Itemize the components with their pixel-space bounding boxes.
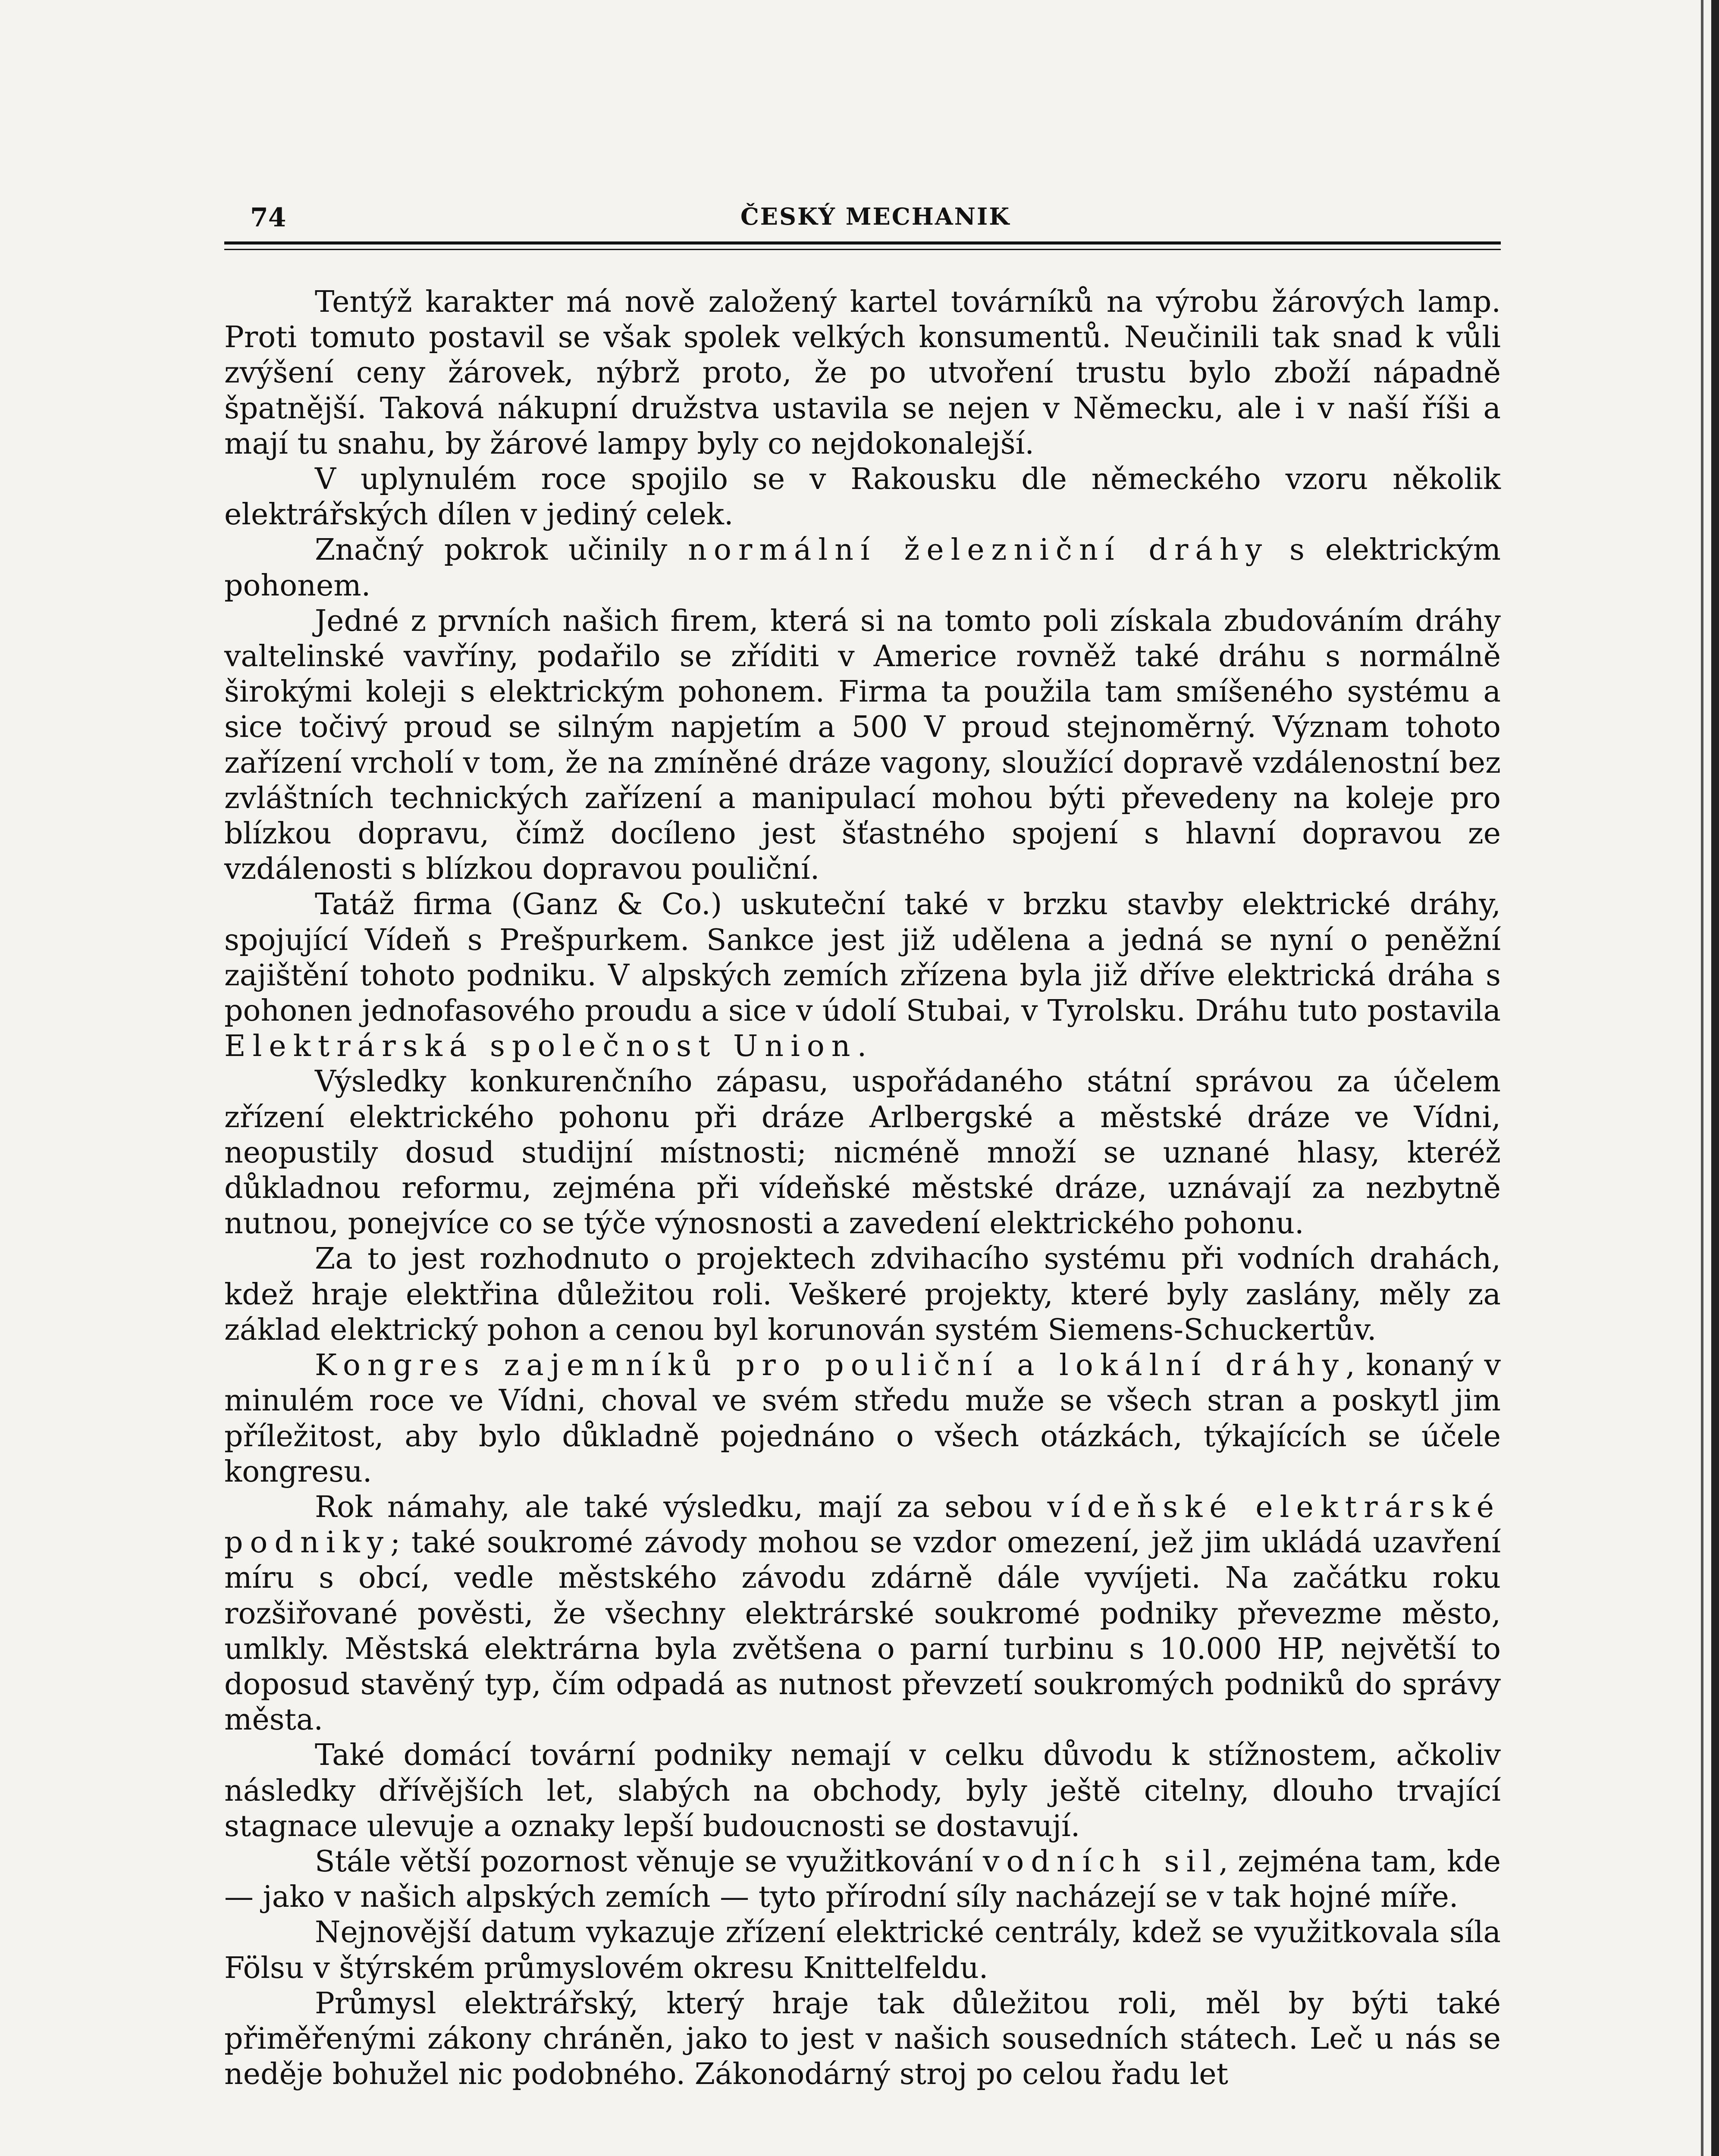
text-run: , zejména tam, kde — jako v našich alpských zemích — tyto přírodní síly nacházejí se v tak hojné míře. — [224, 1844, 1501, 1915]
running-head: ČESKÝ MECHANIK — [740, 203, 1011, 230]
scan-edge-shadow — [1701, 0, 1703, 2156]
text-run: Rok námahy, ale také výsledku, mají za sebou — [315, 1490, 1048, 1524]
text-run: Tentýž karakter má nově založený kartel továrníků na výrobu žárových lamp. Proti tomuto postavil se však spolek velkých konsumentů. Neučinili tak snad k vůli zvýšení ceny žárovek, nýbrž proto, že po utvoření trustu bylo zboží nápadně špatnější. Taková nákupní družstva ustavila se nejen v Německu, ale i v naší říši a mají tu snahu, by žárové lampy byly co nejdokonalejší. — [224, 285, 1501, 461]
body-text — [224, 285, 1501, 2092]
text-run: Výsledky konkurenčního zápasu, uspořádaného státní správou za účelem zřízení elektrického pohonu při dráze Arlbergské a městské dráze ve Vídni, neopustily dosud studijní místnosti; nicméně množí se uznané hlasy, kteréž důkladnou reformu, zejména při vídeňské městské dráze, uznávají za nezbytně nutnou, ponejvíce co se týče výnosnosti a zavedení elektrického pohonu. — [224, 1065, 1501, 1241]
paragraph — [224, 887, 1501, 1064]
text-run: Značný pokrok učinily — [315, 533, 688, 567]
spaced-emphasis: normální železniční dráhy — [688, 533, 1269, 567]
text-run: Jedné z prvních našich firem, která si na tomto poli získala zbudováním dráhy valtelinské vavříny, podařilo se zříditi v Americe rovněž také dráhu s normálně širokými koleji s elektrickým pohonem. Firma ta použila tam smíšeného systému a sice točivý proud se silným napjetím a 500 V proud stejnoměrný. Význam tohoto zařízení vrcholí v tom, že na zmíněné dráze vagony, sloužící dopravě vzdálenostní bez zvláštních technických zařízení a manipulací mohou býti převedeny na koleje pro blízkou dopravu, čímž docíleno jest šťastného spojení s hlavní dopravou ze vzdálenosti s blízkou dopravou pouliční. — [224, 604, 1501, 887]
paragraph — [224, 1738, 1501, 1844]
scan-edge — [1711, 0, 1719, 2156]
page-header — [250, 203, 1501, 233]
page — [224, 0, 1501, 2156]
text-run: , konaný v minulém roce ve Vídni, choval ve svém středu muže se všech stran a poskytl jim příležitost, aby bylo důkladně pojednáno o všech otázkách, týkajících se účele kongresu. — [224, 1348, 1501, 1489]
spaced-emphasis: vídeňské elektrárské podniky — [224, 1490, 1501, 1560]
paragraph — [224, 1064, 1501, 1241]
text-run: Tatáž firma (Ganz & Co.) uskuteční také v brzku stavby elektrické dráhy, spojující Vídeň s Prešpurkem. Sankce jest již udělena a jedná se nyní o peněžní zajištění tohoto podniku. V alpských zemích zřízena byla již dříve elektrická dráha s pohonen jednofasového proudu a sice v údolí Stubai, v Tyrolsku. Dráhu tuto postavila — [224, 887, 1501, 1028]
paragraph — [224, 1241, 1501, 1348]
paragraph — [224, 1490, 1501, 1738]
text-run: ; také soukromé závody mohou se vzdor omezení, jež jim ukládá uzavření míru s obcí, vedle městského závodu zdárně dále vyvíjeti. Na začátku roku rozšiřované pověsti, že všechny elektrárské soukromé podniky převezme město, umlkly. Městská elektrárna byla zvětšena o parní turbinu s 10.000 HP, největší to doposud stavěný typ, čím odpadá as nutnost převzetí soukromých podniků do správy města. — [224, 1526, 1501, 1737]
header-rule-thin — [224, 249, 1501, 250]
text-run: Stále větší pozornost věnuje se využitkování — [315, 1844, 983, 1879]
text-run: Také domácí tovární podniky nemají v celku důvodu k stížnostem, ačkoliv následky dřívějších let, slabých na obchody, byly ještě citelny, dlouho trvající stagnace ulevuje a oznaky lepší budoucnosti se dostavují. — [224, 1738, 1501, 1843]
text-run: V uplynulém roce spojilo se v Rakousku dle německého vzoru několik elektrářských dílen v jediný celek. — [224, 462, 1501, 532]
paragraph — [224, 604, 1501, 887]
spaced-emphasis: Kongres zajemníků pro pouliční a lokální dráhy — [315, 1348, 1346, 1383]
paragraph — [224, 1348, 1501, 1490]
text-run: Za to jest rozhodnuto o projektech zdvihacího systému při vodních drahách, kdež hraje elektřina důležitou roli. Veškeré projekty, které byly zaslány, měly za základ elektrický pohon a cenou byl korunován systém Siemens-Schuckertův. — [224, 1242, 1501, 1347]
paragraph — [224, 1986, 1501, 2093]
spaced-emphasis: vodních sil — [982, 1844, 1219, 1879]
paragraph — [224, 285, 1501, 462]
text-run: s elektrickým pohonem. — [224, 533, 1501, 603]
spaced-emphasis: Elektrárská společnost Union — [224, 1029, 857, 1064]
paragraph — [224, 533, 1501, 603]
text-run: . — [857, 1029, 867, 1064]
paragraph — [224, 462, 1501, 533]
paragraph — [224, 1844, 1501, 1915]
paragraph — [224, 1915, 1501, 1986]
text-run: Průmysl elektrářský, který hraje tak důležitou roli, měl by býti také přiměřenými zákony chráněn, jako to jest v našich sousedních státech. Leč u nás se neděje bohužel nic podobného. Zákonodárný stroj po celou řadu let — [224, 1986, 1501, 2092]
header-rule-thick — [224, 241, 1501, 244]
page-number: 74 — [250, 203, 286, 233]
text-run: Nejnovější datum vykazuje zřízení elektrické centrály, kdež se využitkovala síla Fölsu v štýrském průmyslovém okresu Knittelfeldu. — [224, 1915, 1501, 1985]
